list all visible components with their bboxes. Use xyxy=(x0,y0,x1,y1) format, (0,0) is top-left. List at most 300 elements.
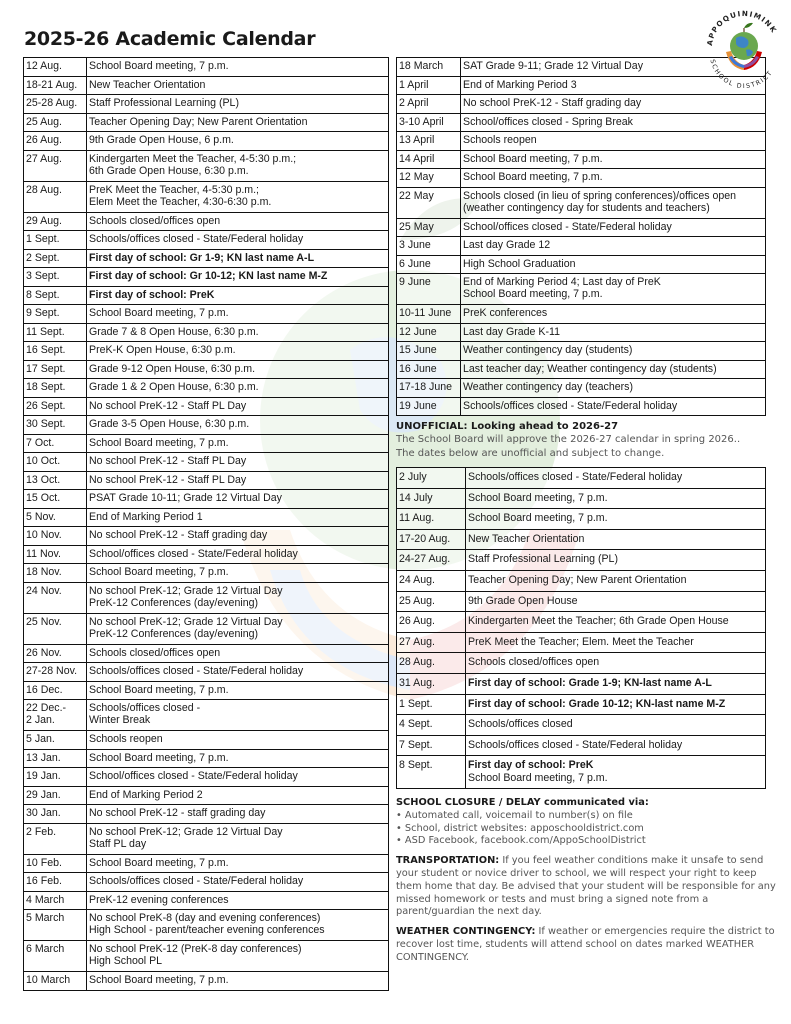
event-date: 25 Aug. xyxy=(397,591,466,612)
table-row xyxy=(397,529,766,550)
event-date: 10 Feb. xyxy=(24,854,87,873)
table-row xyxy=(24,58,389,77)
event-description xyxy=(466,550,766,571)
event-line: No school PreK-12; Grade 12 Virtual Day xyxy=(89,825,283,838)
event-line: Grade 9-12 Open House, 6:30 p.m. xyxy=(89,362,256,375)
table-row xyxy=(397,305,766,324)
event-line: End of Marking Period 2 xyxy=(89,788,203,801)
event-date: 25 May xyxy=(397,218,461,237)
event-line: Schools/offices closed - State/Federal holiday xyxy=(468,471,683,483)
event-line: School Board meeting, 7 p.m. xyxy=(89,856,229,869)
event-description xyxy=(461,187,766,218)
logo-bottom-text: SCHOOL DISTRICT xyxy=(708,58,775,91)
event-description xyxy=(461,150,766,169)
table-row xyxy=(397,756,766,789)
unofficial-heading: UNOFFICIAL: Looking ahead to 2026-27 xyxy=(396,421,619,432)
transportation-body: If you feel weather conditions make it unsafe to send your student or novice driver to school, we will respect your right to keep them home that day. Be advised that your student will be responsible for any missed homework or tests and must bring a signed note from a parent/guardian the next day. xyxy=(396,855,776,918)
event-date: 19 June xyxy=(397,397,461,416)
event-date: 6 March xyxy=(24,941,87,972)
event-line: School Board meeting, 7 p.m. xyxy=(463,171,603,183)
event-description xyxy=(87,434,389,453)
event-description xyxy=(87,700,389,731)
event-date: 13 April xyxy=(397,132,461,151)
event-description xyxy=(87,731,389,750)
event-description xyxy=(87,397,389,416)
table-row xyxy=(24,873,389,892)
event-description xyxy=(87,305,389,324)
event-line: Schools/offices closed - State/Federal holiday xyxy=(463,399,678,412)
event-date: 14 April xyxy=(397,150,461,169)
event-description xyxy=(87,268,389,287)
website-link[interactable]: School, district websites: apposchooldistrict.com xyxy=(404,822,644,834)
event-date: 15 Oct. xyxy=(24,490,87,509)
table-row xyxy=(24,527,389,546)
event-description xyxy=(87,132,389,151)
event-date: 26 Aug. xyxy=(397,612,466,633)
event-line: High School Graduation xyxy=(463,257,576,270)
event-date: 24-27 Aug. xyxy=(397,550,466,571)
event-date: 11 Sept. xyxy=(24,323,87,342)
table-row xyxy=(24,113,389,132)
table-row xyxy=(397,323,766,342)
table-row xyxy=(397,550,766,571)
event-description xyxy=(87,471,389,490)
event-line: Schools/offices closed - State/Federal holiday xyxy=(468,738,683,751)
event-line: High School PL xyxy=(89,955,163,968)
event-date: 4 March xyxy=(24,891,87,910)
table-row xyxy=(24,564,389,583)
bullet-icon: • xyxy=(396,809,405,821)
event-description xyxy=(466,591,766,612)
event-description xyxy=(87,681,389,700)
event-line: Schools reopen xyxy=(463,134,537,146)
event-description xyxy=(466,694,766,715)
event-line: SAT Grade 9-11; Grade 12 Virtual Day xyxy=(463,60,643,72)
event-date-line: 2 Jan. xyxy=(26,714,55,727)
event-line: Schools/offices closed xyxy=(468,718,573,731)
event-date: 3 Sept. xyxy=(24,268,87,287)
event-line: No school PreK-12 - staff grading day xyxy=(89,807,266,819)
closure-bullet: • Automated call, voicemail to number(s) on file xyxy=(396,809,633,821)
table-row xyxy=(397,591,766,612)
event-date: 10-11 June xyxy=(397,305,461,324)
event-line: First day of school: Gr 10-12; KN last name M-Z xyxy=(89,270,328,282)
table-row xyxy=(397,673,766,694)
table-row xyxy=(397,113,766,132)
table-row xyxy=(24,360,389,379)
event-date: 26 Nov. xyxy=(24,644,87,663)
event-line: New Teacher Orientation xyxy=(89,78,206,91)
event-description xyxy=(461,397,766,416)
event-line: No school PreK-12 - Staff PL Day xyxy=(89,455,247,467)
event-description xyxy=(466,529,766,550)
event-date: 8 Sept. xyxy=(24,286,87,305)
event-description xyxy=(461,237,766,256)
table-row xyxy=(24,941,389,972)
event-line: Schools closed/offices open xyxy=(468,656,600,669)
event-line: Grade 7 & 8 Open House, 6:30 p.m. xyxy=(89,325,259,338)
closure-bullet xyxy=(396,823,776,836)
event-line: PreK conferences xyxy=(463,307,548,319)
facebook-link[interactable]: ASD Facebook, facebook.com/AppoSchoolDistrict xyxy=(404,835,646,847)
event-date: 5 March xyxy=(24,910,87,941)
event-description xyxy=(87,749,389,768)
event-line: Schools closed/offices open xyxy=(89,646,221,659)
table-row xyxy=(397,735,766,756)
event-date: 5 Jan. xyxy=(24,731,87,750)
event-date: 30 Sept. xyxy=(24,416,87,435)
event-description xyxy=(87,113,389,132)
event-line: PreK Meet the Teacher, 4-5:30 p.m.; xyxy=(89,183,259,196)
event-line: High School - parent/teacher evening conferences xyxy=(89,924,325,937)
event-description xyxy=(87,58,389,77)
event-description xyxy=(87,564,389,583)
event-date: 13 Oct. xyxy=(24,471,87,490)
event-description xyxy=(466,570,766,591)
event-date: 8 Sept. xyxy=(397,756,466,789)
event-date: 16 Dec. xyxy=(24,681,87,700)
table-row xyxy=(397,237,766,256)
table-row xyxy=(24,823,389,854)
event-date: 18 Nov. xyxy=(24,564,87,583)
event-description xyxy=(461,95,766,114)
event-description xyxy=(461,218,766,237)
table-row xyxy=(24,731,389,750)
event-line: School Board meeting, 7 p.m. xyxy=(89,683,229,696)
table-row xyxy=(397,715,766,736)
table-row xyxy=(397,612,766,633)
event-description xyxy=(87,249,389,268)
event-description xyxy=(87,891,389,910)
event-line: School Board meeting, 7 p.m. xyxy=(89,60,229,72)
event-line: PSAT Grade 10-11; Grade 12 Virtual Day xyxy=(89,492,282,504)
event-description xyxy=(466,612,766,633)
event-date: 18 Sept. xyxy=(24,379,87,398)
transportation-heading: TRANSPORTATION: xyxy=(396,855,500,867)
event-date: 5 Nov. xyxy=(24,508,87,527)
event-description xyxy=(87,212,389,231)
event-line: First day of school: PreK xyxy=(89,288,215,301)
table-row xyxy=(24,342,389,361)
event-line: School Board meeting, 7 p.m. xyxy=(463,152,603,165)
event-description xyxy=(87,644,389,663)
table-row xyxy=(397,397,766,416)
event-line: School Board meeting, 7 p.m. xyxy=(89,436,229,449)
event-line: Last day Grade K-11 xyxy=(463,325,560,338)
event-date: 16 June xyxy=(397,360,461,379)
event-description xyxy=(87,873,389,892)
event-date: 25-28 Aug. xyxy=(24,95,87,114)
event-description xyxy=(87,805,389,824)
event-date: 2 Feb. xyxy=(24,823,87,854)
event-line: 9th Grade Open House xyxy=(468,594,578,607)
event-description xyxy=(87,941,389,972)
event-date: 3-10 April xyxy=(397,113,461,132)
notes-section xyxy=(396,797,776,965)
event-line: (weather contingency day for students and teachers) xyxy=(463,201,710,214)
event-date: 9 June xyxy=(397,274,461,305)
event-description xyxy=(87,527,389,546)
table-row xyxy=(397,570,766,591)
event-date: 14 July xyxy=(397,488,466,509)
event-description xyxy=(87,972,389,991)
table-row xyxy=(24,76,389,95)
event-description xyxy=(461,360,766,379)
event-description xyxy=(87,823,389,854)
event-line: Schools/offices closed - State/Federal holiday xyxy=(89,233,304,245)
table-row xyxy=(24,805,389,824)
event-description xyxy=(461,274,766,305)
event-date: 9 Sept. xyxy=(24,305,87,324)
event-line: Grade 1 & 2 Open House, 6:30 p.m. xyxy=(89,381,259,393)
table-row xyxy=(24,768,389,787)
event-description xyxy=(87,453,389,472)
event-date: 24 Nov. xyxy=(24,582,87,613)
event-date: 6 June xyxy=(397,255,461,274)
table-row xyxy=(24,286,389,305)
event-line: First day of school: Grade 10-12; KN-last name M-Z xyxy=(468,697,726,710)
event-description xyxy=(87,286,389,305)
event-description xyxy=(87,76,389,95)
event-description xyxy=(87,342,389,361)
event-line: First day of school: PreK xyxy=(468,759,594,772)
event-line: School/offices closed - Spring Break xyxy=(463,115,633,128)
table-row xyxy=(24,490,389,509)
transportation-section xyxy=(396,855,776,919)
event-date: 12 Aug. xyxy=(24,58,87,77)
table-row xyxy=(24,972,389,991)
event-line: Weather contingency day (students) xyxy=(463,344,633,356)
closure-bullet xyxy=(396,835,776,848)
event-date: 16 Sept. xyxy=(24,342,87,361)
event-description xyxy=(461,255,766,274)
event-date: 27-28 Nov. xyxy=(24,663,87,682)
event-line: Schools/offices closed - State/Federal holiday xyxy=(89,665,304,677)
table-row xyxy=(24,700,389,731)
event-date: 11 Nov. xyxy=(24,545,87,564)
event-line: Schools/offices closed - State/Federal holiday xyxy=(89,875,304,887)
event-description xyxy=(461,342,766,361)
event-line: School Board meeting, 7 p.m. xyxy=(468,512,608,525)
event-line: Staff PL day xyxy=(89,837,147,850)
event-line: Last teacher day; Weather contingency day (students) xyxy=(463,362,717,375)
event-date: 17-18 June xyxy=(397,379,461,398)
unofficial-note-1: The School Board will approve the 2026-27 calendar in spring 2026.. xyxy=(396,434,741,445)
event-line: No school PreK-12 - Staff grading day xyxy=(89,529,268,541)
table-row xyxy=(397,132,766,151)
event-date: 27 Aug. xyxy=(397,632,466,653)
event-line: School/offices closed - State/Federal holiday xyxy=(463,220,672,233)
unofficial-note-2: The dates below are unofficial and subject to change. xyxy=(396,447,665,459)
table-row xyxy=(24,379,389,398)
event-line: PreK Meet the Teacher; Elem. Meet the Teacher xyxy=(468,635,694,648)
bullet-icon: • xyxy=(396,822,405,834)
event-line: No school PreK-12; Grade 12 Virtual Day xyxy=(89,584,283,597)
table-row xyxy=(397,187,766,218)
table-row xyxy=(24,181,389,212)
event-date: 19 Jan. xyxy=(24,768,87,787)
table-row xyxy=(24,471,389,490)
event-line: No school PreK-12 - Staff grading day xyxy=(463,97,642,109)
table-row xyxy=(24,613,389,644)
event-date: 13 Jan. xyxy=(24,749,87,768)
event-date: 26 Sept. xyxy=(24,397,87,416)
event-description xyxy=(87,379,389,398)
table-row xyxy=(24,749,389,768)
event-line: End of Marking Period 1 xyxy=(89,510,203,523)
event-date-line: 22 Dec.- xyxy=(26,702,67,714)
table-row xyxy=(24,212,389,231)
event-date: 1 April xyxy=(397,76,461,95)
event-line: Teacher Opening Day; New Parent Orientation xyxy=(468,573,687,586)
event-date: 10 Nov. xyxy=(24,527,87,546)
table-row xyxy=(24,854,389,873)
event-date: 10 March xyxy=(24,972,87,991)
event-date: 2 April xyxy=(397,95,461,114)
event-line: Staff Professional Learning (PL) xyxy=(89,97,239,109)
closure-section xyxy=(396,797,776,848)
event-description xyxy=(466,509,766,530)
event-date: 29 Jan. xyxy=(24,786,87,805)
event-line: PreK-K Open House, 6:30 p.m. xyxy=(89,344,236,356)
event-description xyxy=(87,416,389,435)
event-description xyxy=(466,468,766,489)
table-row xyxy=(24,323,389,342)
closure-heading: SCHOOL CLOSURE / DELAY communicated via: xyxy=(396,797,649,808)
event-line: Elem Meet the Teacher, 4:30-6:30 p.m. xyxy=(89,195,272,208)
event-line: Kindergarten Meet the Teacher; 6th Grade Open House xyxy=(468,615,729,628)
event-description xyxy=(461,132,766,151)
table-row xyxy=(24,268,389,287)
event-line: Teacher Opening Day; New Parent Orientation xyxy=(89,115,308,128)
event-date: 24 Aug. xyxy=(397,570,466,591)
event-line: Kindergarten Meet the Teacher, 4-5:30 p.m.; xyxy=(89,152,297,165)
unofficial-section xyxy=(396,420,776,460)
event-date: 27 Aug. xyxy=(24,150,87,181)
event-date: 29 Aug. xyxy=(24,212,87,231)
event-description xyxy=(87,95,389,114)
table-row xyxy=(24,508,389,527)
event-description xyxy=(466,632,766,653)
event-description xyxy=(461,113,766,132)
weather-body: If weather or emergencies require the district to recover lost time, students will attend school on dates marked WEATHER CONTINGENCY. xyxy=(396,926,775,963)
event-date: 11 Aug. xyxy=(397,509,466,530)
table-row xyxy=(397,379,766,398)
event-description xyxy=(87,910,389,941)
event-line: End of Marking Period 4; Last day of PreK xyxy=(463,276,661,288)
event-date: 17 Sept. xyxy=(24,360,87,379)
event-line: PreK-12 evening conferences xyxy=(89,893,229,906)
event-date: 4 Sept. xyxy=(397,715,466,736)
table-row xyxy=(397,694,766,715)
event-line: Weather contingency day (teachers) xyxy=(463,381,633,393)
event-description xyxy=(461,379,766,398)
event-date: 25 Aug. xyxy=(24,113,87,132)
event-description xyxy=(87,508,389,527)
table-row xyxy=(24,397,389,416)
event-line: School Board meeting, 7 p.m. xyxy=(468,771,608,784)
event-date: 31 Aug. xyxy=(397,673,466,694)
table-row xyxy=(24,231,389,250)
table-row xyxy=(24,663,389,682)
district-logo-icon xyxy=(700,2,788,94)
event-description xyxy=(87,768,389,787)
event-description xyxy=(87,663,389,682)
table-row xyxy=(24,416,389,435)
event-date: 18 March xyxy=(397,58,461,77)
event-line: Schools/offices closed - xyxy=(89,702,201,714)
event-description xyxy=(466,756,766,789)
event-line: School/offices closed - State/Federal holiday xyxy=(89,770,298,782)
table-row xyxy=(397,95,766,114)
event-line: Winter Break xyxy=(89,714,151,727)
table-row xyxy=(24,644,389,663)
table-row xyxy=(397,218,766,237)
event-line: School Board meeting, 7 p.m. xyxy=(89,751,229,764)
page-title: 2025-26 Academic Calendar xyxy=(24,28,316,50)
event-date: 7 Sept. xyxy=(397,735,466,756)
table-row xyxy=(397,342,766,361)
event-date: 26 Aug. xyxy=(24,132,87,151)
event-description xyxy=(87,613,389,644)
event-date: 22 May xyxy=(397,187,461,218)
table-row xyxy=(24,453,389,472)
event-description xyxy=(461,169,766,188)
event-date: 28 Aug. xyxy=(24,181,87,212)
event-description xyxy=(87,181,389,212)
event-description xyxy=(87,490,389,509)
event-date: 10 Oct. xyxy=(24,453,87,472)
event-date: 28 Aug. xyxy=(397,653,466,674)
table-row xyxy=(24,305,389,324)
table-row xyxy=(24,786,389,805)
event-date: 7 Oct. xyxy=(24,434,87,453)
table-row xyxy=(397,274,766,305)
table-row xyxy=(24,95,389,114)
table-row xyxy=(24,150,389,181)
event-description xyxy=(87,854,389,873)
event-date: 12 June xyxy=(397,323,461,342)
svg-text:SCHOOL DISTRICT xyxy=(708,59,774,90)
event-line: No school PreK-12 (PreK-8 day conferences) xyxy=(89,943,302,955)
event-date: 17-20 Aug. xyxy=(397,529,466,550)
table-row xyxy=(397,360,766,379)
event-line: Staff Professional Learning (PL) xyxy=(468,553,618,566)
event-description xyxy=(466,653,766,674)
event-description xyxy=(87,786,389,805)
event-line: Grade 3-5 Open House, 6:30 p.m. xyxy=(89,418,250,430)
table-row xyxy=(397,468,766,489)
table-row xyxy=(24,132,389,151)
table-row xyxy=(397,488,766,509)
bullet-icon: • xyxy=(396,835,405,847)
event-date xyxy=(24,700,87,731)
event-line: 9th Grade Open House, 6 p.m. xyxy=(89,134,234,146)
logo-top-text: APPOQUINIMINK xyxy=(704,8,779,47)
table-row xyxy=(24,545,389,564)
table-row xyxy=(24,582,389,613)
event-date: 25 Nov. xyxy=(24,613,87,644)
event-date: 3 June xyxy=(397,237,461,256)
event-line: No school PreK-8 (day and evening conferences) xyxy=(89,912,321,924)
event-line: School Board meeting, 7 p.m. xyxy=(89,974,229,986)
event-line: Schools reopen xyxy=(89,733,163,745)
event-date: 15 June xyxy=(397,342,461,361)
event-line: No school PreK-12 - Staff PL Day xyxy=(89,473,247,486)
event-description xyxy=(87,231,389,250)
event-date: 30 Jan. xyxy=(24,805,87,824)
event-line: First day of school: Grade 1-9; KN-last name A-L xyxy=(468,676,712,689)
